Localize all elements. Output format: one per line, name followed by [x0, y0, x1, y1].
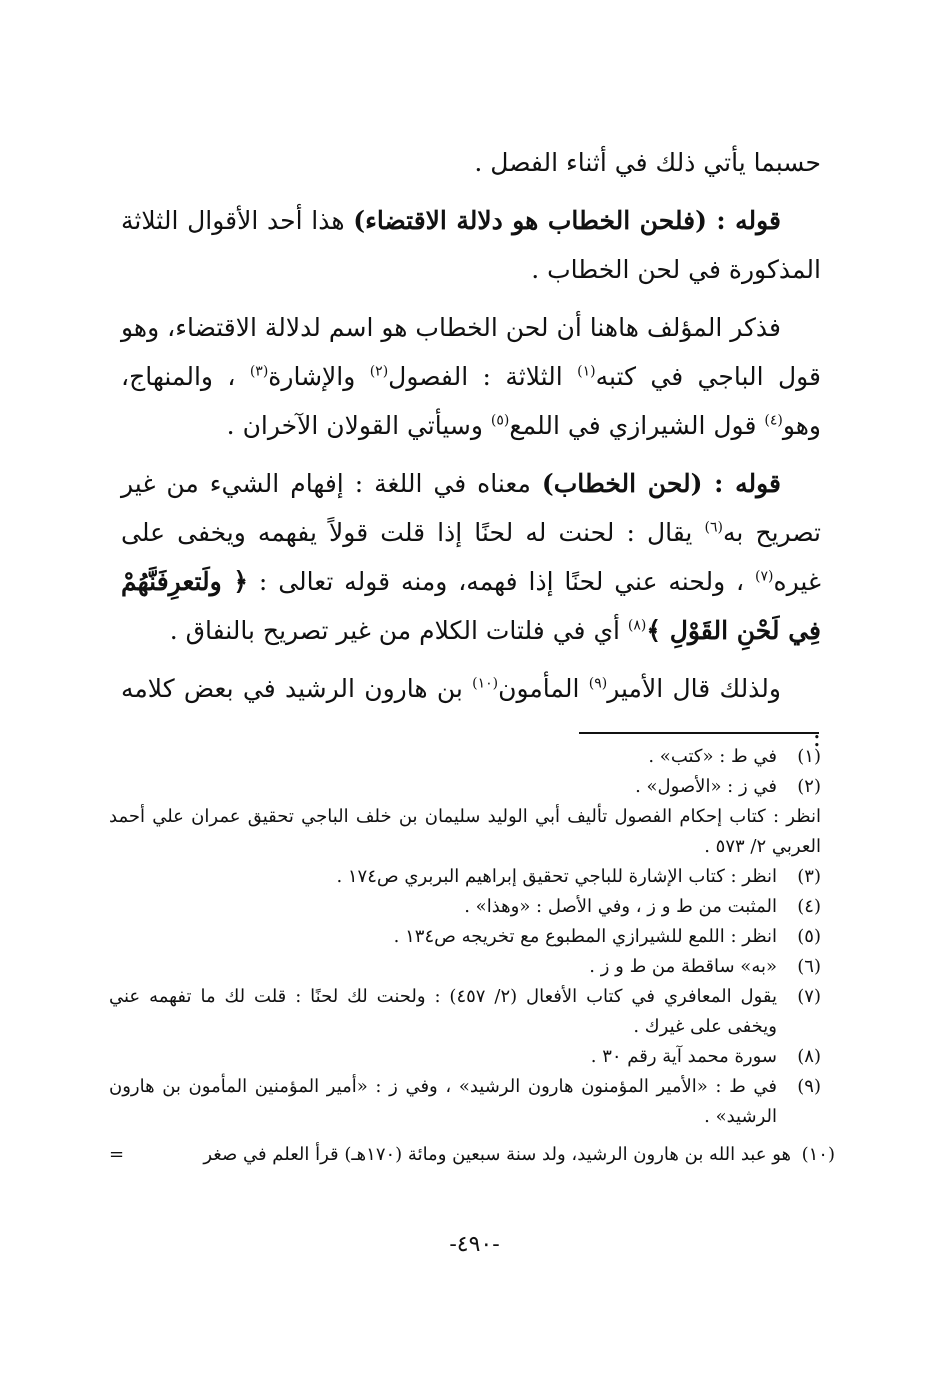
footnote-ref-2[interactable]: (٢)	[369, 363, 389, 380]
p4-seg-a: معناه في اللغة : إفهام الشيء من غير تصريح به	[121, 469, 821, 547]
footnote-text: هو عبد الله بن هارون الرشيد، ولد سنة سبعين ومائة (١٧٠هـ) قرأ العلم في صغر	[203, 1144, 791, 1165]
footnote-text: في ط : «الأمير المؤمنون هارون الرشيد» ، وفي ز : «أمير المؤمنين المأمون بن هارون الرشيد» .	[109, 1076, 777, 1127]
paragraph-1-text: حسبما يأتي ذلك في أثناء الفصل .	[474, 148, 821, 177]
footnote-number: (٤)	[797, 896, 821, 917]
p4-seg-c: ، ولحنه عني لحنًا إذا فهمه، ومنه قوله تعالى :	[248, 567, 755, 596]
footnote-item	[109, 922, 821, 952]
footnotes	[109, 742, 835, 1170]
p3-seg-f: وسيأتي القولان الآخران .	[226, 411, 491, 440]
footnote-number: (١٠)	[801, 1144, 835, 1165]
footnote-item	[109, 982, 821, 1042]
footnote-item	[109, 1072, 821, 1132]
main-text	[121, 138, 821, 771]
footnote-number: (٦)	[797, 956, 821, 977]
footnote-ref-6[interactable]: (٦)	[704, 519, 723, 536]
footnote-item	[109, 772, 821, 802]
footnote-text: في ط : «كتب» .	[648, 746, 777, 767]
footnote-text: «به» ساقطة من ط و ز .	[589, 956, 777, 977]
p5-seg-a: ولذلك قال الأمير	[607, 674, 781, 703]
footnote-number: (٣)	[797, 866, 821, 887]
footnote-number: (١)	[797, 746, 821, 767]
footnote-item	[109, 742, 821, 772]
footnote-number: (٨)	[797, 1046, 821, 1067]
footnote-ref-10[interactable]: (١٠)	[472, 675, 499, 692]
footnote-number: (٢)	[797, 776, 821, 797]
footnote-number: (٧)	[797, 986, 821, 1007]
footnote-number: (٩)	[797, 1076, 821, 1097]
p3-seg-d: ، والمنهاج، وهو	[121, 362, 821, 440]
paragraph-1	[121, 138, 821, 187]
paragraph-2-lead: قوله : (فلحن الخطاب هو دلالة الاقتضاء)	[353, 206, 781, 235]
footnote-text: سورة محمد آية رقم ٣٠ .	[590, 1046, 777, 1067]
footnote-item	[109, 1042, 821, 1072]
footnote-ref-4[interactable]: (٤)	[764, 412, 783, 429]
paragraph-4-lead: قوله : (لحن الخطاب)	[541, 469, 782, 498]
footnote-item	[109, 952, 821, 982]
footnote-number: (٥)	[797, 926, 821, 947]
p5-seg-c: بن هارون الرشيد في بعض كلامه :	[121, 674, 821, 752]
footnote-item-last	[109, 1140, 835, 1170]
p3-seg-c: والإشارة	[268, 362, 370, 391]
p4-seg-d: أي في فلتات الكلام من غير تصريح بالنفاق .	[169, 616, 628, 645]
p3-seg-b: الثلاثة : الفصول	[388, 362, 578, 391]
p5-seg-b: المأمون	[498, 674, 589, 703]
paragraph-2-text: هذا أحد الأقوال الثلاثة المذكورة في لحن الخطاب .	[121, 206, 821, 284]
footnote-ref-7[interactable]: (٧)	[755, 568, 774, 585]
footnote-ref-8[interactable]: (٨)	[627, 617, 647, 634]
footnote-ref-1[interactable]: (١)	[577, 363, 596, 380]
footnote-ref-3[interactable]: (٣)	[249, 363, 269, 380]
paragraph-2	[121, 196, 821, 294]
p4-seg-b: يقال : لحنت له لحنًا إذا قلت قولاً يفهمه ويخفى على غيره	[121, 518, 821, 596]
footnote-text: في ز : «الأصول» .	[635, 776, 777, 797]
footnote-text: انظر : اللمع للشيرازي المطبوع مع تخريجه ص١٣٤ .	[393, 926, 777, 947]
paragraph-3	[121, 303, 821, 450]
continuation-mark: =	[109, 1144, 125, 1165]
footnote-continuation: انظر : كتاب إحكام الفصول تأليف أبي الوليد سليمان بن خلف الباجي تحقيق عمران علي أحمد العربي ٢/ ٥٧٣ .	[109, 806, 821, 857]
footnote-ref-9[interactable]: (٩)	[588, 675, 608, 692]
footnote-divider	[579, 732, 819, 734]
p3-seg-a: فذكر المؤلف هاهنا أن لحن الخطاب هو اسم لدلالة الاقتضاء، وهو قول الباجي في كتبه	[121, 313, 821, 391]
footnote-text: المثبت من ط و ز ، وفي الأصل : «وهذا» .	[464, 896, 777, 917]
page-number: -٤٩٠-	[449, 1232, 500, 1257]
footnote-item	[109, 892, 821, 922]
quran-verse: ﴿ ولَتعرِفَنَّهُمْ فِي لَحْنِ القَوْلِ ﴾	[121, 567, 821, 645]
footnote-text: يقول المعافري في كتاب الأفعال (٢/ ٤٥٧) : ولحنت لك لحنًا : قلت لك ما تفهمه عني ويخفى على غيرك .	[109, 986, 778, 1037]
paragraph-4	[121, 459, 821, 655]
footnote-text: انظر : كتاب الإشارة للباجي تحقيق إبراهيم البربري ص١٧٤ .	[336, 866, 777, 887]
p3-seg-e: قول الشيرازي في اللمع	[509, 411, 765, 440]
footnote-item	[109, 862, 821, 892]
footnote-ref-5[interactable]: (٥)	[490, 412, 510, 429]
